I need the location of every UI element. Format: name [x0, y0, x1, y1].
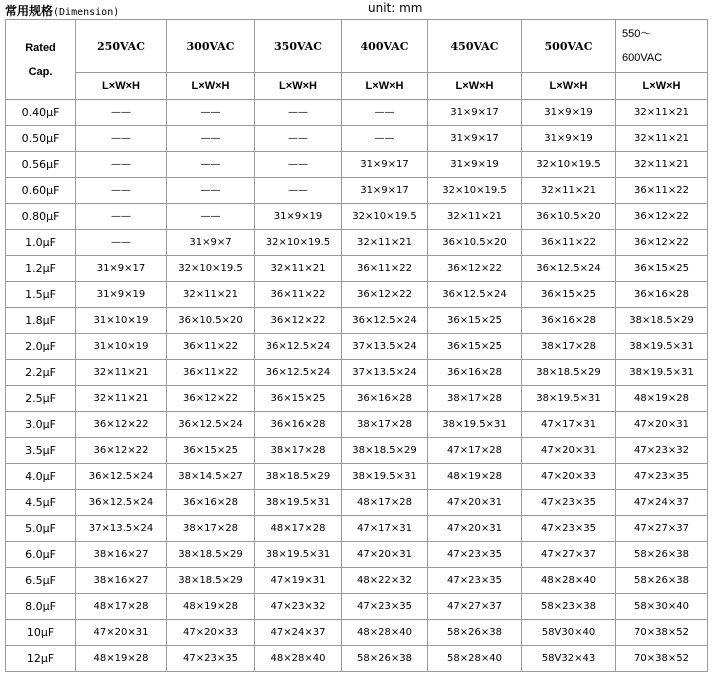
dimension-cell: ——: [76, 126, 167, 152]
dimension-cell: 47×23×32: [255, 594, 342, 620]
dimension-cell: 32×10×19.5: [255, 230, 342, 256]
table-row: [6, 568, 708, 594]
dimension-cell: 47×20×31: [342, 542, 428, 568]
table-row: [6, 516, 708, 542]
dimension-cell: 36×11×22: [616, 178, 708, 204]
dimension-cell: 32×11×21: [255, 256, 342, 282]
dimension-cell: 58×30×40: [616, 594, 708, 620]
dimension-cell: 36×15×25: [428, 308, 522, 334]
dimension-cell: 36×11×22: [342, 256, 428, 282]
dimension-cell: 70×38×52: [616, 620, 708, 646]
dimension-cell: ——: [255, 126, 342, 152]
dimension-cell: 47×23×32: [616, 438, 708, 464]
dimension-cell: 31×9×17: [428, 126, 522, 152]
capacitance-cell: 6.0μF: [6, 542, 76, 568]
voltage-header: 500VAC: [522, 20, 616, 73]
dimension-cell: ——: [76, 230, 167, 256]
dim-header: L×W×H: [167, 73, 255, 100]
rated-cap-header: [6, 20, 76, 100]
dimension-cell: 47×23×35: [167, 646, 255, 672]
dimension-cell: 58V30×40: [522, 620, 616, 646]
dimension-cell: ——: [167, 152, 255, 178]
dimension-cell: 47×24×37: [255, 620, 342, 646]
dimension-cell: 36×12.5×24: [522, 256, 616, 282]
dimension-cell: ——: [167, 178, 255, 204]
table-row: [6, 646, 708, 672]
dimension-cell: 36×12×22: [76, 438, 167, 464]
dimension-cell: 47×27×37: [522, 542, 616, 568]
dimension-cell: 36×11×22: [167, 334, 255, 360]
dimension-cell: 36×12.5×24: [167, 412, 255, 438]
dimension-cell: 36×12.5×24: [255, 360, 342, 386]
dimension-cell: 31×9×17: [428, 100, 522, 126]
dimension-cell: 58×26×38: [616, 568, 708, 594]
dimension-cell: 38×18.5×29: [167, 542, 255, 568]
last-voltage-line1: 550～: [622, 28, 652, 40]
dimension-cell: 38×19.5×31: [616, 334, 708, 360]
table-row: [6, 334, 708, 360]
dimension-cell: 47×20×31: [522, 438, 616, 464]
dimension-cell: 58×26×38: [428, 620, 522, 646]
dimension-cell: 32×11×21: [76, 386, 167, 412]
dimension-table: [5, 19, 708, 672]
capacitance-cell: 8.0μF: [6, 594, 76, 620]
dimension-cell: 48×19×28: [167, 594, 255, 620]
dimension-cell: 36×15×25: [428, 334, 522, 360]
page-title: [5, 2, 119, 19]
dimension-cell: 36×12.5×24: [76, 464, 167, 490]
dimension-cell: 38×17×28: [428, 386, 522, 412]
dimension-cell: 38×18.5×29: [167, 568, 255, 594]
dim-header: L×W×H: [616, 73, 708, 100]
dimension-cell: 32×11×21: [342, 230, 428, 256]
dimension-cell: 36×12.5×24: [76, 490, 167, 516]
dimension-cell: 48×19×28: [428, 464, 522, 490]
dimension-cell: 32×10×19.5: [342, 204, 428, 230]
dimension-cell: 47×23×35: [522, 516, 616, 542]
capacitance-cell: 3.0μF: [6, 412, 76, 438]
dimension-cell: 31×9×19: [428, 152, 522, 178]
dimension-cell: 36×12.5×24: [428, 282, 522, 308]
capacitance-cell: 0.60μF: [6, 178, 76, 204]
capacitance-cell: 1.0μF: [6, 230, 76, 256]
dim-header: L×W×H: [522, 73, 616, 100]
dimension-cell: 36×11×22: [522, 230, 616, 256]
dimension-cell: 32×11×21: [76, 360, 167, 386]
dimension-cell: 36×12.5×24: [342, 308, 428, 334]
dimension-cell: 38×17×28: [167, 516, 255, 542]
capacitance-cell: 4.0μF: [6, 464, 76, 490]
dimension-cell: 37×13.5×24: [76, 516, 167, 542]
dimension-cell: 36×10.5×20: [522, 204, 616, 230]
capacitance-cell: 5.0μF: [6, 516, 76, 542]
table-row: [6, 620, 708, 646]
dimension-cell: 58×23×38: [522, 594, 616, 620]
dimension-cell: 36×12×22: [616, 204, 708, 230]
dimension-cell: 48×17×28: [342, 490, 428, 516]
dimension-cell: 47×20×31: [76, 620, 167, 646]
table-body: [6, 100, 708, 672]
table-row: [6, 152, 708, 178]
dimension-cell: 47×20×31: [428, 490, 522, 516]
dimension-cell: 48×17×28: [76, 594, 167, 620]
dimension-cell: ——: [167, 100, 255, 126]
dimension-cell: 32×11×21: [428, 204, 522, 230]
dimension-cell: 37×13.5×24: [342, 334, 428, 360]
dimension-cell: 48×17×28: [255, 516, 342, 542]
table-row: [6, 204, 708, 230]
table-row: [6, 256, 708, 282]
dimension-cell: 36×15×25: [616, 256, 708, 282]
voltage-header: 350VAC: [255, 20, 342, 73]
rated-line1: Rated: [25, 41, 56, 54]
last-voltage-line2: 600VAC: [622, 52, 663, 64]
dimension-cell: 38×17×28: [255, 438, 342, 464]
dimension-cell: ——: [255, 152, 342, 178]
unit-label: unit: mm: [368, 1, 423, 15]
dimension-cell: 31×10×19: [76, 334, 167, 360]
dimension-cell: 38×16×27: [76, 542, 167, 568]
dimension-cell: 32×11×21: [616, 126, 708, 152]
table-row: [6, 594, 708, 620]
dimension-cell: 47×17×31: [522, 412, 616, 438]
dimension-cell: ——: [76, 178, 167, 204]
capacitance-cell: 10μF: [6, 620, 76, 646]
table-row: [6, 360, 708, 386]
voltage-header-row: [6, 20, 708, 73]
dimension-cell: 58V32×43: [522, 646, 616, 672]
dimension-cell: ——: [76, 204, 167, 230]
dimension-cell: 36×15×25: [255, 386, 342, 412]
table-row: [6, 100, 708, 126]
dimension-cell: 32×10×19.5: [428, 178, 522, 204]
dimension-cell: 36×12×22: [616, 230, 708, 256]
dimension-cell: 32×11×21: [616, 100, 708, 126]
capacitance-cell: 6.5μF: [6, 568, 76, 594]
dimension-cell: 36×16×28: [428, 360, 522, 386]
title-main: 常用规格: [5, 4, 54, 18]
voltage-header: 400VAC: [342, 20, 428, 73]
dimension-cell: 38×17×28: [342, 412, 428, 438]
dimension-cell: 48×22×32: [342, 568, 428, 594]
capacitance-cell: 2.0μF: [6, 334, 76, 360]
dimension-cell: 31×9×7: [167, 230, 255, 256]
dim-header: L×W×H: [255, 73, 342, 100]
dimension-cell: 31×9×17: [76, 256, 167, 282]
capacitance-cell: 1.5μF: [6, 282, 76, 308]
dimension-cell: 47×27×37: [428, 594, 522, 620]
dimension-cell: 36×10.5×20: [428, 230, 522, 256]
dimension-cell: 38×18.5×29: [616, 308, 708, 334]
table-row: [6, 282, 708, 308]
title-sub: (Dimension): [53, 7, 120, 18]
dimension-cell: 38×19.5×31: [522, 386, 616, 412]
dimension-cell: 31×9×19: [522, 100, 616, 126]
table-row: [6, 490, 708, 516]
dimension-cell: 36×15×25: [167, 438, 255, 464]
dimension-cell: 36×16×28: [616, 282, 708, 308]
dimension-cell: ——: [167, 204, 255, 230]
capacitance-cell: 0.40μF: [6, 100, 76, 126]
dimension-cell: 36×16×28: [255, 412, 342, 438]
dimension-cell: 38×16×27: [76, 568, 167, 594]
dimension-cell: 32×11×21: [616, 152, 708, 178]
dimension-cell: 36×16×28: [522, 308, 616, 334]
capacitance-cell: 0.50μF: [6, 126, 76, 152]
dimension-cell: ——: [255, 178, 342, 204]
dimension-cell: 47×17×28: [428, 438, 522, 464]
dimension-cell: 38×18.5×29: [342, 438, 428, 464]
capacitance-cell: 1.8μF: [6, 308, 76, 334]
dim-header: L×W×H: [342, 73, 428, 100]
dimension-cell: 36×12×22: [255, 308, 342, 334]
dimension-cell: 31×9×19: [255, 204, 342, 230]
rated-line2: Cap.: [28, 65, 53, 78]
capacitance-cell: 3.5μF: [6, 438, 76, 464]
dimension-cell: 36×16×28: [342, 386, 428, 412]
dimension-cell: 36×11×22: [255, 282, 342, 308]
capacitance-cell: 2.5μF: [6, 386, 76, 412]
capacitance-cell: 2.2μF: [6, 360, 76, 386]
capacitance-cell: 0.80μF: [6, 204, 76, 230]
dimension-cell: 47×20×33: [522, 464, 616, 490]
dimension-cell: 38×19.5×31: [255, 490, 342, 516]
dimension-cell: ——: [76, 100, 167, 126]
dimension-cell: ——: [255, 100, 342, 126]
table-row: [6, 230, 708, 256]
dimension-cell: 47×24×37: [616, 490, 708, 516]
dimension-cell: 47×20×33: [167, 620, 255, 646]
capacitance-cell: 0.56μF: [6, 152, 76, 178]
dimension-cell: 31×9×19: [76, 282, 167, 308]
dim-header: L×W×H: [76, 73, 167, 100]
voltage-header: 250VAC: [76, 20, 167, 73]
dimension-cell: 32×11×21: [167, 282, 255, 308]
dimension-header-row: [6, 73, 708, 100]
dimension-cell: 48×28×40: [522, 568, 616, 594]
table-row: [6, 412, 708, 438]
dimension-cell: 36×15×25: [522, 282, 616, 308]
dimension-cell: 32×10×19.5: [522, 152, 616, 178]
dim-header: L×W×H: [428, 73, 522, 100]
dimension-cell: 38×19.5×31: [255, 542, 342, 568]
dimension-cell: 38×14.5×27: [167, 464, 255, 490]
dimension-cell: 36×12.5×24: [255, 334, 342, 360]
table-row: [6, 178, 708, 204]
dimension-cell: 47×23×35: [342, 594, 428, 620]
dimension-cell: ——: [167, 126, 255, 152]
dimension-cell: 31×9×17: [342, 152, 428, 178]
dimension-cell: 38×19.5×31: [428, 412, 522, 438]
dimension-cell: 47×17×31: [342, 516, 428, 542]
dimension-cell: 31×9×19: [522, 126, 616, 152]
dimension-cell: 47×19×31: [255, 568, 342, 594]
dimension-cell: 47×20×31: [616, 412, 708, 438]
dimension-cell: 36×16×28: [167, 490, 255, 516]
table-row: [6, 308, 708, 334]
dimension-cell: 37×13.5×24: [342, 360, 428, 386]
dimension-cell: 36×12×22: [167, 386, 255, 412]
dimension-cell: 70×38×52: [616, 646, 708, 672]
dimension-cell: 47×23×35: [428, 542, 522, 568]
dimension-cell: 31×10×19: [76, 308, 167, 334]
capacitance-cell: 1.2μF: [6, 256, 76, 282]
dimension-cell: 58×26×38: [616, 542, 708, 568]
dimension-cell: 36×10.5×20: [167, 308, 255, 334]
dimension-cell: 47×23×35: [616, 464, 708, 490]
dimension-cell: 47×23×35: [522, 490, 616, 516]
dimension-cell: ——: [76, 152, 167, 178]
dimension-cell: 38×19.5×31: [616, 360, 708, 386]
dimension-cell: 47×20×31: [428, 516, 522, 542]
dimension-cell: 38×18.5×29: [522, 360, 616, 386]
capacitance-cell: 12μF: [6, 646, 76, 672]
dimension-cell: ——: [342, 100, 428, 126]
dimension-cell: 36×11×22: [167, 360, 255, 386]
table-row: [6, 542, 708, 568]
dimension-cell: 36×12×22: [342, 282, 428, 308]
table-row: [6, 126, 708, 152]
dimension-cell: 48×19×28: [76, 646, 167, 672]
dimension-cell: 48×28×40: [342, 620, 428, 646]
dimension-cell: 47×23×35: [428, 568, 522, 594]
dimension-cell: 58×28×40: [428, 646, 522, 672]
dimension-cell: 36×12×22: [428, 256, 522, 282]
table-row: [6, 438, 708, 464]
dimension-cell: 58×26×38: [342, 646, 428, 672]
dimension-cell: ——: [342, 126, 428, 152]
dimension-cell: 38×18.5×29: [255, 464, 342, 490]
dimension-cell: 31×9×17: [342, 178, 428, 204]
dimension-cell: 38×19.5×31: [342, 464, 428, 490]
dimension-cell: 32×10×19.5: [167, 256, 255, 282]
table-row: [6, 464, 708, 490]
dimension-cell: 48×19×28: [616, 386, 708, 412]
table-row: [6, 386, 708, 412]
dimension-cell: 47×27×37: [616, 516, 708, 542]
dimension-cell: 48×28×40: [255, 646, 342, 672]
dimension-cell: 36×12×22: [76, 412, 167, 438]
voltage-header: 450VAC: [428, 20, 522, 73]
capacitance-cell: 4.5μF: [6, 490, 76, 516]
dimension-cell: 32×11×21: [522, 178, 616, 204]
header-bar: [0, 0, 721, 18]
dimension-cell: 38×17×28: [522, 334, 616, 360]
voltage-header-last: [616, 20, 708, 73]
voltage-header: 300VAC: [167, 20, 255, 73]
